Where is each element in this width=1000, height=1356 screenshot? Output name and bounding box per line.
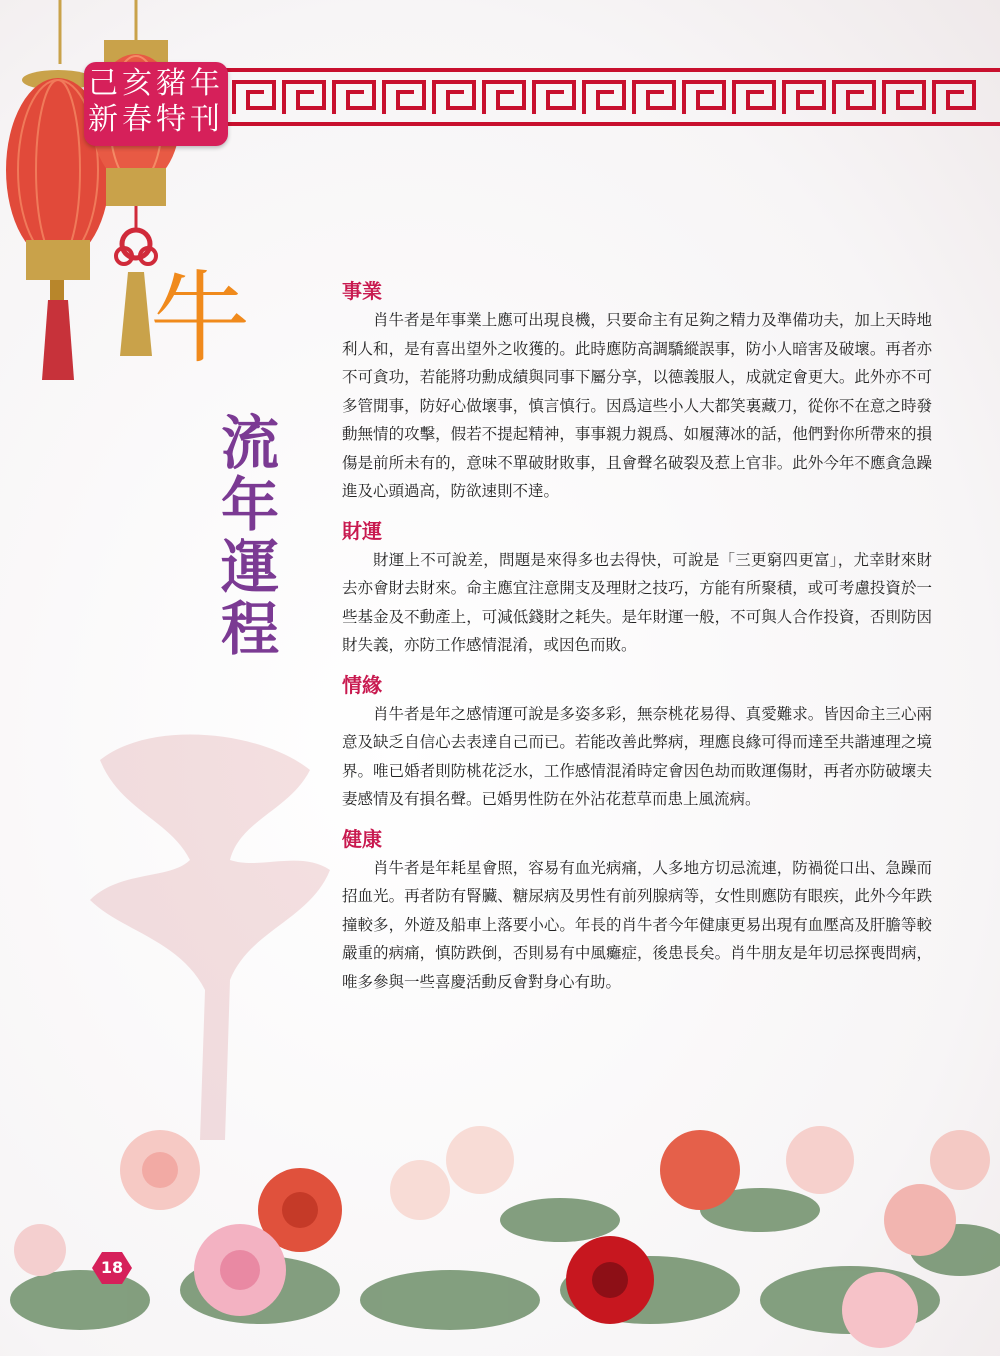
section-body: 肖牛者是年事業上應可出現良機，只要命主有足夠之精力及準備功夫，加上天時地利人和，是有喜出望外之收獲的。此時應防高調驕縱誤事，防小人暗害及破壞。再者亦不可貪功，若能將功勳成績與同事下屬分享，以德義服人，成就定會更大。此外亦不可多管閒事，防好心做壞事，慎言慎行。因爲這些小人大都笑裏藏刀，從你不在意之時發動無情的攻擊，假若不提起精神，事事親力親爲、如履薄冰的話，他們對你所帶來的損傷是前所未有的，意味不單破財敗事，且會聲名破裂及惹上官非。此外今年不應貪急躁進及心頭過高，防欲速則不達。 xyxy=(342,311,932,500)
vertical-title xyxy=(212,409,288,663)
section-body: 財運上不可說差，問題是來得多也去得快，可說是「三更窮四更富」，尤幸財來財去亦會財去財來。命主應宜注意開支及理財之技巧，方能有所聚積，或可考慮投資於一些基金及不動產上，可減低錢財之耗失。是年財運一般，不可與人合作投資，否則防因財失義，亦防工作感情混淆，或因色而敗。 xyxy=(342,550,932,654)
section-title: 事業 xyxy=(342,279,382,303)
issue-badge xyxy=(84,62,228,146)
section-title: 情緣 xyxy=(342,672,382,697)
section-health xyxy=(342,824,932,997)
badge-line-2: 新春特刊 xyxy=(88,102,224,137)
section-wealth xyxy=(342,516,932,660)
title-char: 運 xyxy=(220,533,279,601)
badge-line-1: 己亥豬年 xyxy=(88,66,224,101)
section-title: 財運 xyxy=(342,518,382,543)
greek-key-border xyxy=(226,68,1000,126)
title-char: 流 xyxy=(220,409,279,477)
section-romance xyxy=(342,670,932,814)
title-char: 程 xyxy=(220,595,279,663)
section-body: 肖牛者是年耗星會照，容易有血光病痛，人多地方切忌流連，防禍從口出、急躁而招血光。再者防有腎臟、糖尿病及男性有前列腺病等，女性則應防有眼疾，此外今年跌撞較多，外遊及船車上落要小心。年長的肖牛者今年健康更易出現有血壓高及肝膽等較嚴重的病痛，慎防跌倒，否則易有中風癱症，後患長矣。肖牛朋友是年切忌探喪問病，唯多參與一些喜慶活動反會對身心有助。 xyxy=(342,858,932,991)
section-body: 肖牛者是年之感情運可說是多姿多彩，無奈桃花易得、真愛難求。皆因命主三心兩意及缺乏自信心去表達自己而已。若能改善此弊病，理應良緣可得而達至共諧連理之境界。唯已婚者則防桃花泛水，工作感情混淆時定會因色劫而敗運傷財，再者亦防破壞夫妻感情及有損名聲。已婚男性防在外沾花惹草而患上風流病。 xyxy=(342,704,932,808)
page-number: 18 xyxy=(100,1258,124,1277)
zodiac-character: 牛 xyxy=(150,260,250,377)
section-career xyxy=(342,276,932,506)
article-content xyxy=(342,276,932,1006)
section-title: 健康 xyxy=(342,826,382,851)
peony-flowers-illustration xyxy=(0,1100,1000,1356)
title-char: 年 xyxy=(220,471,279,539)
